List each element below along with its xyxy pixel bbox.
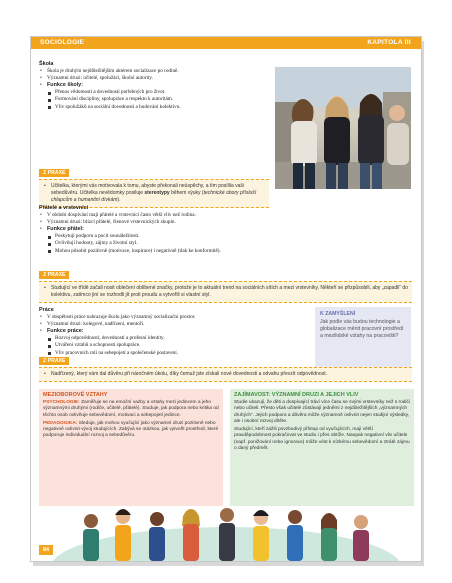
friends-photo — [275, 67, 411, 189]
interdisciplinary-title: MEZIOBOROVÉ VZTAHY — [43, 392, 108, 398]
practice-tag: Z PRAXE — [39, 357, 69, 365]
list-item: • Významní druzi: učitelé, spolužáci, školní autority. — [39, 75, 271, 82]
practice-box-teacher — [39, 161, 269, 208]
list-item: Utváření vztahů a schopností spolupráce. — [39, 342, 309, 349]
practice-box-supervisor — [39, 349, 412, 382]
chapter-label: KAPITOLA III — [367, 39, 411, 46]
reflection-title: K ZAMYŠLENÍ — [320, 311, 356, 317]
list-item: • Funkce práce: — [39, 328, 309, 335]
list-item: Mohou působit pozitivně (motivace, inspirace) i negativně (tlak ke konformitě). — [39, 248, 411, 255]
practice-tag: Z PRAXE — [39, 169, 69, 177]
practice-text: • Nadřízený, který vám dal důvěru při náročném úkolu, díky čemuž jste získali nové dovednosti a odvahu převzít odpovědnost. — [39, 367, 412, 382]
list-item: Přenos vědomostí a dovedností potřebných pro život. — [39, 89, 271, 96]
chapter-header — [31, 37, 421, 49]
interesting-title: ZAJÍMAVOST: VÝZNAMNÍ DRUZI A JEJICH VLIV — [234, 392, 359, 398]
list-item: • Významní druzi: blízcí přátelé, členové vrstevnických skupin. — [39, 219, 411, 226]
reflection-text: Jak podle vás budou technologie a globalizace měnit pracovní prostředí a mezilidské vztahy na pracovišti? — [320, 319, 404, 339]
list-item: • V období dospívání mají přátelé a vrstevníci často větší vliv než rodina. — [39, 212, 411, 219]
practice-text: • Studující ve třídě začali nosit oblečení oblíbené značky, protože je to aktuální trend na sociálních sítích a mezi vrstevníky. Někteří se přizpůsobili, aby „zapadli“ do kolektivu, zatímco jiní se rozhodli jít proti proudu a vytvořili si vlastní styl. — [39, 281, 412, 303]
practice-tag: Z PRAXE — [39, 271, 69, 279]
list-item: • Funkce přátel: — [39, 226, 411, 233]
list-item: Vliv spolužáků na sociální dovednosti a budování kolektivu. — [39, 104, 271, 111]
practice-text: • Učitelka, kterými vás motivovala k tomu, abyste překonali neúspěchy, a tím posílila vaši sebedůvěru. Učitelka nevědomky posiluje stereotypy během výuky (technické obory přísluší chlapcům a humanitní dívkám). — [39, 179, 269, 208]
interdisciplinary-box — [39, 389, 223, 506]
list-item: • Funkce školy: — [39, 82, 271, 89]
list-item: • Významní druzi: kolegové, nadřízení, mentoři. — [39, 321, 309, 328]
page-number: 84 — [39, 545, 53, 555]
list-item: Vliv pracovních rolí na sebepojetí a společenské postavení. — [39, 350, 309, 357]
friends-heading: Přátelé a vrstevníci — [39, 205, 89, 211]
psychology-paragraph: PSYCHOLOGIE: Zaměřuje se na emoční vazby a vztahy mezi jedincem a jeho významnými druhými (rodiče, učitelé, přátelé). Studuje, jak podpora nebo kritika od těchto osob ovlivňuje sebevědomí, motivaci a sebepojetí jedince. — [43, 400, 219, 418]
pedagogy-paragraph: PEDAGOGIKA: Sleduje, jak mohou vyučující jako významní druzi pozitivně nebo negativně ovlivnit vývoj studujících. Zabývá se otázkou, jak vytvořit prostředí, které podporuje individuální rozvoj a sebedůvěru. — [43, 420, 219, 439]
list-item: Formování disciplíny, spolupráce a respektu k autoritám. — [39, 96, 271, 103]
friends-section — [39, 205, 411, 255]
students-illustration — [31, 507, 421, 561]
list-item: Poskytují podporu a pocit sounáležitosti. — [39, 233, 411, 240]
interesting-paragraph: Studie ukazují, že děti a dospívající tráví více času se svými vrstevníky než s rodiči nebo učiteli. Přesto však učitelé zůstávají jedněmi z nejdůležitějších „významných druhých“. Jejich podpora a důvěra může významně ovlivnit nejen studijní výsledky, ale i osobní rozvoj dítěte. — [234, 400, 410, 424]
list-item: • V dospělosti práce nahrazuje školu jako významný socializační prostor. — [39, 314, 309, 321]
interesting-paragraph: Studující, kteří zažili povzbudivý přístup od vyučujících, mají větší pravděpodobnost pokračovat ve studiu i přes obtíže. Naopak negativní vliv učitele (např. ponižování nebo ignorace) může vést k nízkému sebevědomí a ztrátě zájmu o daný předmět. — [234, 427, 410, 452]
list-item: • Škola je druhým nejdůležitějším aktérem socializace po rodině. — [39, 68, 271, 75]
school-section — [39, 61, 271, 111]
school-heading: Škola — [39, 61, 54, 67]
subject-title: SOCIOLOGIE — [40, 39, 85, 46]
work-heading: Práce — [39, 307, 54, 313]
practice-box-fashion — [39, 263, 412, 303]
interesting-fact-box — [230, 389, 414, 506]
textbook-page — [30, 36, 422, 562]
list-item: Rozvoj odpovědnosti, dovedností a profesní identity. — [39, 335, 309, 342]
list-item: Ovlivňují hodnoty, zájmy a životní styl. — [39, 240, 411, 247]
